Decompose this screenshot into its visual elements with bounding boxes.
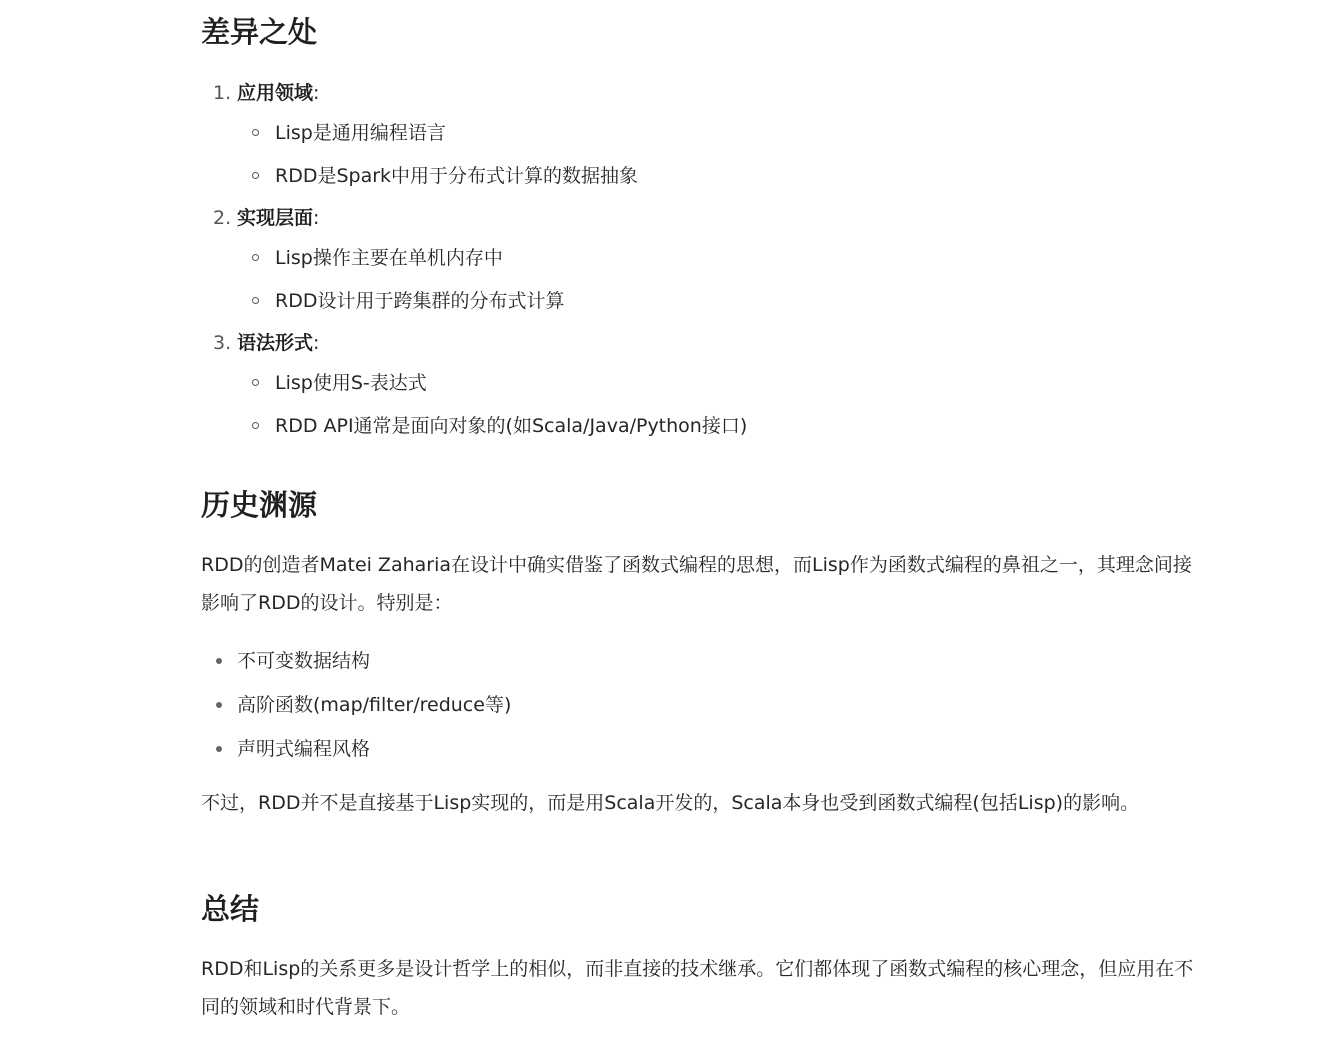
history-intro-paragraph: RDD的创造者Matei Zaharia在设计中确实借鉴了函数式编程的思想，而Lisp作为函数式编程的鼻祖之一，其理念间接影响了RDD的设计。特别是： (201, 554, 1192, 614)
list-item (237, 362, 1196, 405)
list-item (237, 112, 1196, 155)
section-heading-history: 历史渊源 (201, 488, 318, 522)
list-item-text: Lisp是通用编程语言 (275, 122, 446, 144)
differences-item-head (213, 324, 1196, 362)
bullet-icon (216, 702, 222, 708)
list-item-text: RDD设计用于跨集群的分布式计算 (275, 290, 565, 312)
list-item (201, 683, 511, 727)
differences-item-2 (201, 199, 1196, 323)
differences-item-title: 语法形式 (237, 332, 314, 354)
list-number: 1. (213, 82, 232, 104)
section-heading-summary: 总结 (201, 892, 260, 926)
list-item-text: 声明式编程风格 (237, 738, 371, 760)
hollow-bullet-icon (252, 129, 259, 136)
hollow-bullet-icon (252, 422, 259, 429)
list-item-text: 不可变数据结构 (237, 650, 371, 672)
list-item-text: Lisp使用S-表达式 (275, 372, 427, 394)
colon: : (313, 207, 320, 229)
hollow-bullet-icon (252, 379, 259, 386)
hollow-bullet-icon (252, 254, 259, 261)
differences-sublist (237, 112, 1196, 198)
list-item (237, 155, 1196, 198)
hollow-bullet-icon (252, 172, 259, 179)
colon: : (313, 82, 320, 104)
history-bullet-list (201, 639, 511, 771)
list-item (237, 237, 1196, 280)
differences-sublist (237, 237, 1196, 323)
differences-list (201, 74, 1196, 448)
list-item (237, 405, 1196, 448)
colon: : (313, 332, 320, 354)
hollow-bullet-icon (252, 297, 259, 304)
list-item (201, 639, 511, 683)
list-item-text: RDD API通常是面向对象的(如Scala/Java/Python接口) (275, 415, 748, 437)
list-number: 2. (213, 207, 232, 229)
list-item (237, 280, 1196, 323)
differences-item-title: 实现层面 (237, 207, 314, 229)
history-note-paragraph: 不过，RDD并不是直接基于Lisp实现的，而是用Scala开发的，Scala本身也受到函数式编程(包括Lisp)的影响。 (201, 792, 1140, 814)
differences-item-3 (201, 324, 1196, 448)
list-item-text: 高阶函数(map/filter/reduce等) (237, 694, 512, 716)
list-item-text: Lisp操作主要在单机内存中 (275, 247, 503, 269)
list-item-text: RDD是Spark中用于分布式计算的数据抽象 (275, 165, 639, 187)
differences-item-1 (201, 74, 1196, 198)
section-heading-differences: 差异之处 (201, 15, 318, 49)
list-number: 3. (213, 332, 232, 354)
summary-paragraph: RDD和Lisp的关系更多是设计哲学上的相似，而非直接的技术继承。它们都体现了函数式编程的核心理念，但应用在不同的领域和时代背景下。 (201, 958, 1194, 1018)
list-item (201, 727, 511, 771)
bullet-icon (216, 746, 222, 752)
differences-item-title: 应用领域 (237, 82, 314, 104)
differences-item-head (213, 199, 1196, 237)
bullet-icon (216, 658, 222, 664)
differences-item-head (213, 74, 1196, 112)
differences-sublist (237, 362, 1196, 448)
